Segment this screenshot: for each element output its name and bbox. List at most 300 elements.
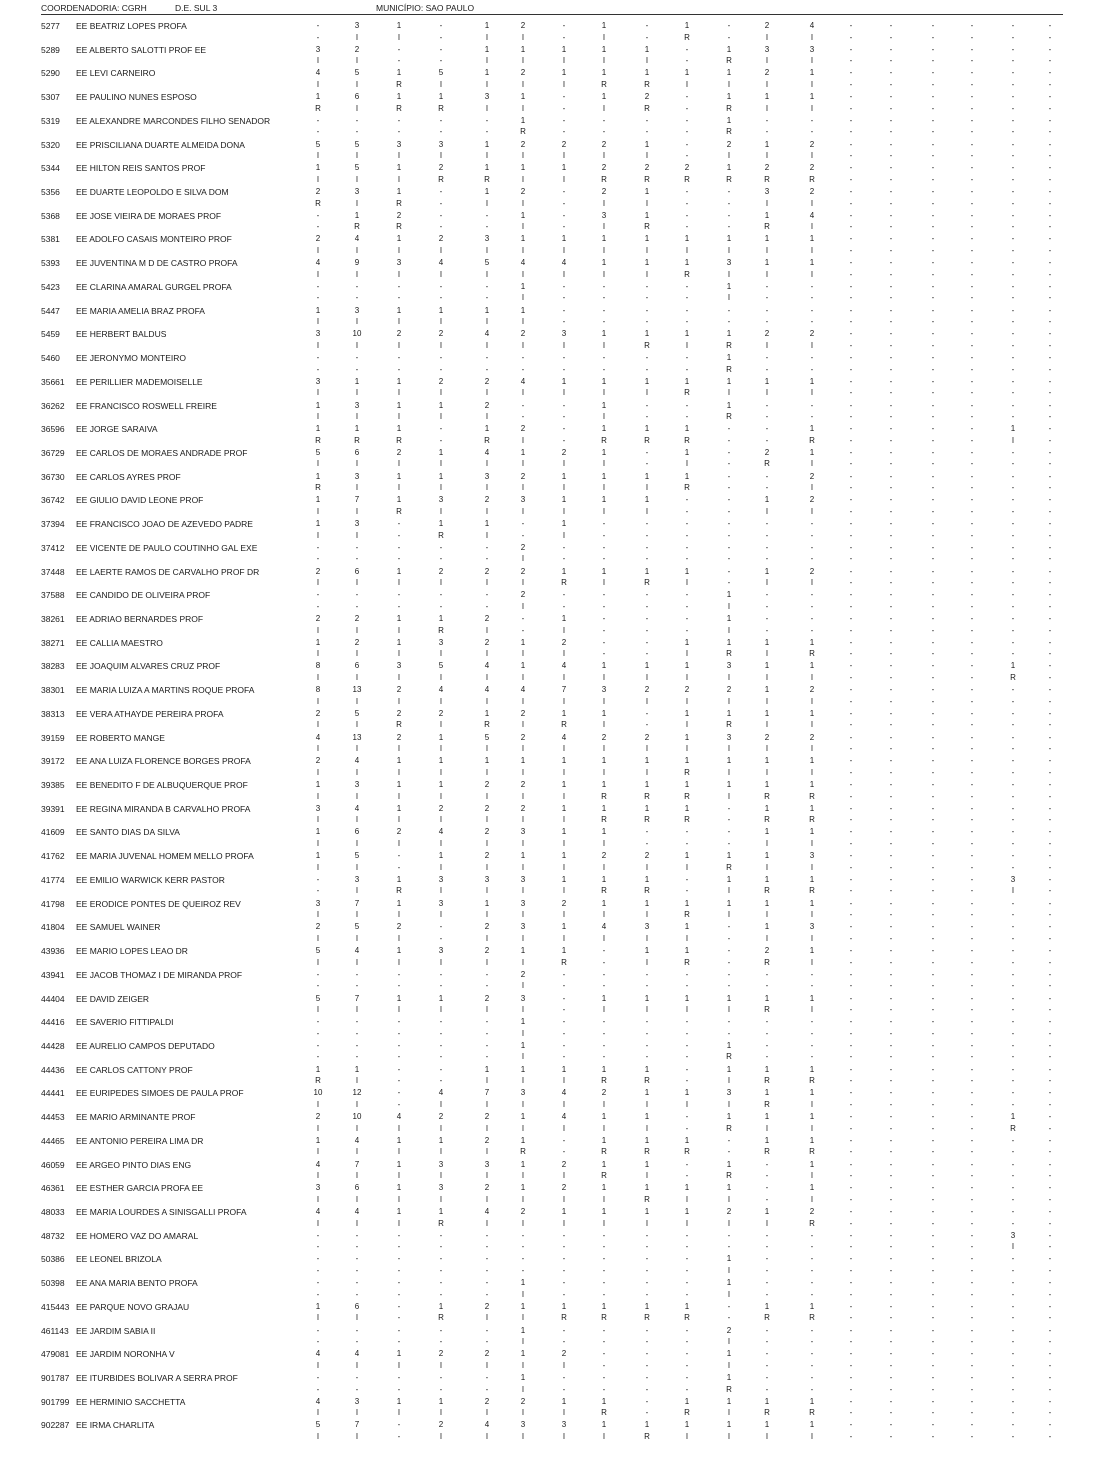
status-cell: - [765,364,769,374]
school-row [0,661,1111,685]
status-cell: - [355,293,359,303]
count-cell: 1 [438,471,444,481]
status-cell: I [316,744,320,754]
count-cell: - [849,874,853,884]
count-cell: 1 [684,447,690,457]
status-cell: I [810,388,814,398]
status-cell: I [810,1005,814,1015]
status-cell: I [562,838,566,848]
status-cell: - [849,886,853,896]
status-cell: - [1011,791,1015,801]
count-cell: - [931,1420,935,1430]
count-cell: 4 [601,922,607,932]
count-cell: 2 [354,637,360,647]
status-cell: - [931,103,935,113]
count-cell: 1 [601,495,607,505]
status-cell: - [1048,340,1052,350]
status-cell: I [521,317,525,327]
count-cell: - [889,1254,893,1264]
status-cell: I [765,388,769,398]
status-cell: I [485,340,489,350]
status-cell: - [970,435,974,445]
status-cell: I [602,198,606,208]
status-cell: I [727,79,731,89]
count-cell: - [970,1112,974,1122]
status-cell: - [685,1052,689,1062]
status-cell: - [931,1194,935,1204]
status-cell: - [1048,815,1052,825]
status-cell: - [727,222,731,232]
count-cell: 1 [764,92,770,102]
count-cell: - [397,590,401,600]
school-row [0,211,1111,235]
count-cell: 10 [313,1088,323,1098]
status-cell: I [439,862,443,872]
count-cell: 6 [354,447,360,457]
status-cell: R [726,340,732,350]
count-cell: 1 [764,708,770,718]
count-cell: 2 [315,708,321,718]
status-cell: - [931,1384,935,1394]
status-cell: - [439,435,443,445]
status-cell: - [849,269,853,279]
status-cell: I [316,625,320,635]
count-cell: - [970,210,974,220]
status-cell: I [645,1005,649,1015]
status-cell: - [316,1289,320,1299]
status-cell: I [810,696,814,706]
school-code: 5459 [41,329,60,340]
status-cell: - [397,981,401,991]
status-cell: - [970,1171,974,1181]
count-cell: - [602,1325,606,1335]
count-cell: 2 [684,685,690,695]
count-cell: - [602,1373,606,1383]
count-cell: - [931,1207,935,1216]
count-cell: - [685,590,689,600]
status-cell: - [849,578,853,588]
count-cell: 1 [644,329,650,339]
status-cell: - [685,506,689,516]
school-row [0,922,1111,946]
status-cell: I [355,1313,359,1323]
count-cell: - [685,1230,689,1240]
status-cell: I [765,672,769,682]
status-cell: I [685,1218,689,1228]
count-cell: 1 [726,1373,732,1383]
status-cell: - [1048,1123,1052,1133]
count-cell: - [1048,115,1052,125]
count-cell: 1 [644,1159,650,1169]
count-cell: - [727,471,731,481]
count-cell: 4 [561,1088,567,1098]
status-cell: - [849,1218,853,1228]
count-cell: 1 [396,92,402,102]
count-cell: - [1011,756,1015,766]
count-cell: 2 [684,163,690,173]
count-cell: 1 [438,851,444,861]
status-cell: R [601,435,607,445]
status-cell: I [521,1218,525,1228]
count-cell: - [849,851,853,861]
status-cell: - [685,103,689,113]
count-cell: - [970,1373,974,1383]
school-code: 35661 [41,376,65,387]
status-cell: I [727,601,731,611]
status-cell: - [849,649,853,659]
count-cell: - [1048,1420,1052,1430]
count-cell: - [316,542,320,552]
status-cell: R [396,79,402,89]
status-cell: I [765,506,769,516]
status-cell: I [765,933,769,943]
count-cell: 3 [561,329,567,339]
count-cell: - [765,1230,769,1240]
status-cell: R [644,1313,650,1323]
status-cell: I [397,1171,401,1181]
count-cell: 2 [438,1112,444,1122]
count-cell: - [970,1420,974,1430]
status-cell: - [849,32,853,42]
status-cell: I [355,696,359,706]
status-cell: R [484,720,490,730]
status-cell: - [439,32,443,42]
status-cell: - [889,1005,893,1015]
status-cell: I [562,672,566,682]
status-cell: - [1011,293,1015,303]
status-cell: - [1011,222,1015,232]
count-cell: 1 [726,1254,732,1264]
count-cell: - [849,519,853,529]
count-cell: 2 [484,993,490,1003]
count-cell: - [849,353,853,363]
count-cell: - [1011,803,1015,813]
status-cell: - [316,554,320,564]
status-cell: I [355,1171,359,1181]
status-cell: - [889,32,893,42]
count-cell: 1 [520,115,526,125]
status-cell: - [316,981,320,991]
count-cell: - [562,1278,566,1288]
status-cell: I [316,838,320,848]
school-code: 41762 [41,851,65,862]
count-cell: 1 [764,376,770,386]
status-cell: I [521,435,525,445]
count-cell: - [685,1064,689,1074]
count-cell: 1 [354,424,360,434]
status-cell: I [602,245,606,255]
status-cell: I [727,910,731,920]
count-cell: - [355,1254,359,1264]
count-cell: - [810,542,814,552]
count-cell: 10 [352,329,362,339]
status-cell: I [355,506,359,516]
status-cell: I [521,791,525,801]
count-cell: - [1048,163,1052,173]
status-cell: - [970,1337,974,1347]
school-row [0,851,1111,875]
school-row [0,282,1111,306]
status-cell: - [1048,1099,1052,1109]
count-cell: 2 [520,21,526,30]
count-cell: - [1011,376,1015,386]
school-code: 36729 [41,447,65,458]
status-cell: I [485,649,489,659]
status-cell: I [521,506,525,516]
count-cell: - [1048,756,1052,766]
count-cell: 1 [520,637,526,647]
status-cell: I [521,744,525,754]
status-cell: I [765,767,769,777]
status-cell: I [485,483,489,493]
count-cell: - [931,661,935,671]
count-cell: 1 [315,1064,321,1074]
status-cell: - [1048,1028,1052,1038]
status-cell: I [485,32,489,42]
count-cell: - [397,1301,401,1311]
status-cell: - [1011,1147,1015,1157]
status-cell: I [727,1218,731,1228]
status-cell: R [644,1147,650,1157]
count-cell: 1 [484,1064,490,1074]
status-cell: I [355,459,359,469]
count-cell: - [810,969,814,979]
status-cell: I [439,1171,443,1181]
school-name: EE ITURBIDES BOLIVAR A SERRA PROF [76,1373,238,1384]
status-cell: - [970,151,974,161]
school-row [0,756,1111,780]
count-cell: - [849,1088,853,1098]
count-cell: - [1011,1420,1015,1430]
status-cell: I [645,672,649,682]
count-cell: 3 [315,44,321,54]
status-cell: I [727,625,731,635]
status-cell: - [849,103,853,113]
status-cell: - [439,1028,443,1038]
count-cell: - [889,400,893,410]
count-cell: - [1048,637,1052,647]
status-cell: - [397,554,401,564]
count-cell: - [849,566,853,576]
count-cell: 4 [438,1088,444,1098]
count-cell: - [1011,21,1015,30]
count-cell: - [889,1301,893,1311]
count-cell: - [889,542,893,552]
count-cell: 2 [396,922,402,932]
count-cell: - [485,353,489,363]
status-cell: I [521,1289,525,1299]
count-cell: - [810,1230,814,1240]
count-cell: - [849,685,853,695]
status-cell: - [1048,364,1052,374]
status-cell: - [1048,32,1052,42]
status-cell: - [397,364,401,374]
count-cell: 1 [601,92,607,102]
status-cell: - [685,1171,689,1181]
count-cell: - [685,44,689,54]
count-cell: 1 [726,92,732,102]
status-cell: - [970,293,974,303]
status-cell: I [316,1147,320,1157]
count-cell: 7 [354,1420,360,1430]
count-cell: 1 [484,519,490,529]
count-cell: 3 [764,44,770,54]
status-cell: I [602,412,606,422]
status-cell: - [521,364,525,374]
count-cell: 1 [764,1301,770,1311]
school-name: EE MARIA LUIZA A MARTINS ROQUE PROFA [76,685,255,696]
status-cell: - [316,293,320,303]
count-cell: - [602,969,606,979]
count-cell: 2 [809,495,815,505]
status-cell: I [602,459,606,469]
status-cell: I [485,1218,489,1228]
count-cell: 1 [684,993,690,1003]
count-cell: - [727,542,731,552]
status-cell: - [1011,1384,1015,1394]
count-cell: - [765,115,769,125]
status-cell: I [810,1171,814,1181]
count-cell: 1 [601,471,607,481]
status-cell: - [1011,957,1015,967]
count-cell: 1 [601,780,607,790]
status-cell: - [685,1123,689,1133]
count-cell: - [889,1183,893,1193]
count-cell: - [970,590,974,600]
count-cell: 1 [764,780,770,790]
school-row [0,543,1111,567]
count-cell: 1 [764,1396,770,1406]
school-name: EE DAVID ZEIGER [76,993,150,1004]
count-cell: 2 [396,210,402,220]
status-cell: - [1011,483,1015,493]
count-cell: 3 [354,519,360,529]
status-cell: I [727,293,731,303]
status-cell: - [645,1052,649,1062]
count-cell: - [1048,993,1052,1003]
status-cell: I [521,696,525,706]
count-cell: 1 [726,637,732,647]
school-name: EE MARIA AMELIA BRAZ PROFA [76,305,205,316]
count-cell: - [849,898,853,908]
school-row [0,1160,1111,1184]
status-cell: - [970,862,974,872]
count-cell: - [685,1040,689,1050]
count-cell: - [1011,163,1015,173]
count-cell: 1 [396,637,402,647]
count-cell: 2 [726,1207,732,1216]
status-cell: I [521,957,525,967]
status-cell: I [485,56,489,66]
status-cell: I [602,696,606,706]
count-cell: - [849,1349,853,1359]
status-cell: I [727,1289,731,1299]
count-cell: 2 [809,732,815,742]
count-cell: - [849,68,853,78]
status-cell: - [889,459,893,469]
count-cell: - [645,353,649,363]
status-cell: - [931,981,935,991]
status-cell: R [601,1171,607,1181]
count-cell: 7 [354,1159,360,1169]
school-code: 37588 [41,590,65,601]
school-code: 36596 [41,424,65,435]
status-cell: I [355,269,359,279]
status-cell: I [485,933,489,943]
status-cell: I [685,578,689,588]
status-cell: - [931,1408,935,1418]
count-cell: - [439,542,443,552]
count-cell: 2 [438,708,444,718]
count-cell: - [727,1135,731,1145]
status-cell: - [562,1147,566,1157]
count-cell: - [562,281,566,291]
count-cell: 5 [315,447,321,457]
status-cell: - [1048,1242,1052,1252]
count-cell: - [1011,637,1015,647]
status-cell: - [810,1242,814,1252]
count-cell: - [685,353,689,363]
count-cell: - [931,1064,935,1074]
count-cell: - [931,163,935,173]
status-cell: - [931,245,935,255]
count-cell: 1 [809,1112,815,1122]
count-cell: 1 [484,163,490,173]
status-cell: - [602,554,606,564]
count-cell: 4 [354,756,360,766]
count-cell: - [485,1040,489,1050]
count-cell: 2 [644,732,650,742]
status-cell: - [889,1360,893,1370]
status-cell: I [562,1076,566,1086]
school-code: 415443 [41,1301,70,1312]
status-cell: - [645,625,649,635]
status-cell: - [849,198,853,208]
school-code: 38301 [41,685,65,696]
status-cell: I [810,222,814,232]
count-cell: - [439,922,443,932]
count-cell: - [765,1349,769,1359]
count-cell: 1 [726,329,732,339]
status-cell: - [1048,1147,1052,1157]
status-cell: I [810,1194,814,1204]
count-cell: - [970,827,974,837]
status-cell: - [1011,364,1015,374]
count-cell: 1 [601,874,607,884]
count-cell: - [1011,1396,1015,1406]
count-cell: - [849,1159,853,1169]
status-cell: - [1048,103,1052,113]
status-cell: - [765,1337,769,1347]
school-row [0,401,1111,425]
count-cell: - [765,424,769,434]
status-cell: - [889,1171,893,1181]
status-cell: I [485,506,489,516]
status-cell: - [1048,720,1052,730]
count-cell: 1 [809,1159,815,1169]
status-cell: I [645,506,649,516]
count-cell: 6 [354,92,360,102]
count-cell: 1 [561,1301,567,1311]
status-cell: - [931,815,935,825]
status-cell: I [439,506,443,516]
status-cell: - [889,910,893,920]
status-cell: - [970,1005,974,1015]
count-cell: 1 [438,400,444,410]
count-cell: 1 [809,756,815,766]
status-cell: I [727,744,731,754]
count-cell: 4 [438,685,444,695]
